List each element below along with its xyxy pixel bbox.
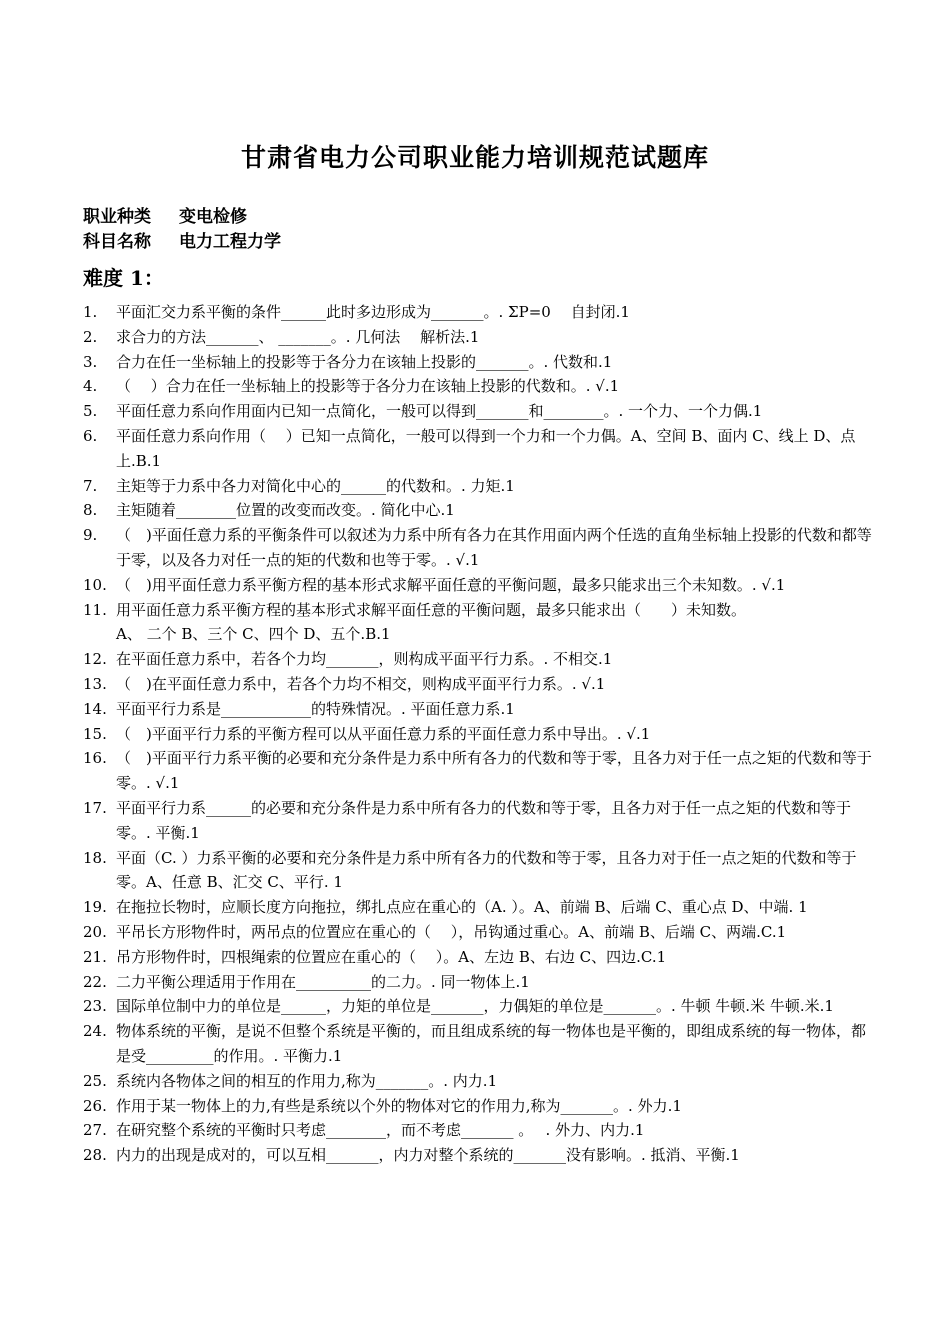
question-item [83, 498, 873, 523]
question-text: （ )平面平行力系的平衡方程可以从平面任意力系的平面任意力系中导出。. √.1 [116, 724, 651, 743]
question-item [83, 424, 873, 474]
question-text: 作用于某一物体上的力,有些是系统以个外的物体对它的作用力,称为_______。. 外力.1 [116, 1096, 682, 1115]
question-item [83, 945, 873, 970]
question-text: 在拖拉长物时，应顺长度方向拖拉，绑扎点应在重心的（A. ）。A、前端 B、后端 C、重心点 D、中端. 1 [116, 898, 808, 917]
question-item [83, 920, 873, 945]
question-item [83, 722, 873, 747]
question-item [83, 300, 873, 325]
question-text: 物体系统的平衡，是说不但整个系统是平衡的，而且组成系统的每一物体也是平衡的，即组成系统的每一物体，都是受_________的作用。. 平衡力.1 [116, 1022, 867, 1065]
question-text: 在研究整个系统的平衡时只考虑________，而不考虑_______ 。 . 外力、内力.1 [116, 1121, 645, 1140]
question-item [83, 846, 873, 896]
question-item [83, 994, 873, 1019]
question-number: 16. [83, 749, 107, 768]
question-text: 平面（C. ）力系平衡的必要和充分条件是力系中所有各力的代数和等于零，且各力对于任一点之矩的代数和等于零。A、任意 B、汇交 C、平行. 1 [116, 848, 857, 892]
question-text: （ )平面任意力系的平衡条件可以叙述为力系中所有各力在其作用面内两个任选的直角坐标轴上投影的代数和都等于零，以及各力对任一点的矩的代数和也等于零。. √.1 [116, 526, 872, 569]
question-number: 26. [83, 1096, 107, 1115]
question-text: 合力在任一坐标轴上的投影等于各分力在该轴上投影的_______。. 代数和.1 [116, 352, 613, 371]
question-text: 国际单位制中力的单位是______，力矩的单位是_______，力偶矩的单位是_______。. 牛顿 牛顿.米 牛顿.米.1 [116, 997, 834, 1016]
question-text: 用平面任意力系平衡方程的基本形式求解平面任意的平衡问题，最多只能求出（ ）未知数。 A、 二个 B、三个 C、四个 D、五个.B.1 [116, 600, 747, 644]
question-item [83, 399, 873, 424]
question-number: 11. [83, 600, 107, 619]
question-item [83, 895, 873, 920]
question-number: 4. [83, 377, 98, 396]
question-number: 20. [83, 922, 107, 941]
question-number: 7. [83, 476, 98, 495]
question-number: 13. [83, 674, 107, 693]
question-item [83, 1019, 873, 1069]
subject-line [83, 227, 281, 252]
question-number: 3. [83, 352, 98, 371]
question-number: 24. [83, 1022, 107, 1041]
question-item [83, 374, 873, 399]
job-category-label: 职业种类 [83, 207, 151, 227]
document-title: 甘肃省电力公司职业能力培训规范试题库 [240, 143, 709, 172]
question-text: （ ）合力在任一坐标轴上的投影等于各分力在该轴上投影的代数和。. √.1 [116, 377, 620, 396]
question-number: 8. [83, 501, 98, 520]
question-text: 内力的出现是成对的，可以互相_______，内力对整个系统的_______没有影响。. 抵消、平衡.1 [116, 1146, 740, 1165]
question-text: 平面任意力系向作用面内已知一点简化，一般可以得到_______和________。. 一个力、一个力偶.1 [116, 402, 763, 421]
question-number: 14. [83, 699, 107, 718]
question-item [83, 647, 873, 672]
question-number: 2. [83, 327, 98, 346]
question-item [83, 970, 873, 995]
question-number: 6. [83, 426, 98, 445]
question-number: 27. [83, 1121, 107, 1140]
question-list [83, 300, 873, 1168]
question-text: 吊方形物件时，四根绳索的位置应在重心的（ ）。A、左边 B、右边 C、四边.C.1 [116, 947, 667, 966]
question-item [83, 746, 873, 796]
question-text: 平面平行力系______的必要和充分条件是力系中所有各力的代数和等于零，且各力对于任一点之矩的代数和等于零。. 平衡.1 [116, 798, 852, 842]
question-text: 平面平行力系是____________的特殊情况。. 平面任意力系.1 [116, 699, 515, 718]
question-number: 5. [83, 402, 98, 421]
question-number: 22. [83, 972, 107, 991]
difficulty-heading: 难度 1： [83, 266, 164, 290]
question-item [83, 1094, 873, 1119]
job-category-line [83, 202, 247, 227]
question-number: 10. [83, 575, 107, 594]
question-item [83, 474, 873, 499]
question-number: 23. [83, 997, 107, 1016]
question-item [83, 350, 873, 375]
question-item [83, 1143, 873, 1168]
question-item [83, 697, 873, 722]
question-item [83, 523, 873, 573]
question-item [83, 672, 873, 697]
subject-value: 电力工程力学 [179, 232, 281, 252]
question-number: 15. [83, 724, 107, 743]
question-text: 二力平衡公理适用于作用在__________的二力。. 同一物体上.1 [116, 972, 530, 991]
question-number: 1. [83, 303, 98, 321]
question-text: 主矩随着________位置的改变而改变。. 简化中心.1 [116, 501, 455, 520]
question-text: （ )用平面任意力系平衡方程的基本形式求解平面任意的平衡问题，最多只能求出三个未知数。. √.1 [116, 575, 786, 594]
question-number: 18. [83, 848, 107, 867]
question-number: 17. [83, 798, 107, 817]
question-text: 平吊长方形物件时，两吊点的位置应在重心的（ ），吊钩通过重心。A、前端 B、后端 C、两端.C.1 [116, 922, 787, 941]
question-item [83, 796, 873, 846]
question-text: （ )平面平行力系平衡的必要和充分条件是力系中所有各力的代数和等于零，且各力对于任一点之矩的代数和等于零。. √.1 [116, 749, 872, 793]
question-text: 系统内各物体之间的相互的作用力,称为_______。. 内力.1 [116, 1071, 498, 1090]
question-text: 平面汇交力系平衡的条件______此时多边形成为_______。. ΣP=0 自封闭.1 [116, 303, 630, 321]
question-number: 19. [83, 898, 107, 917]
question-item [83, 325, 873, 350]
question-item [83, 573, 873, 598]
question-number: 28. [83, 1146, 107, 1165]
question-item [83, 1118, 873, 1143]
question-number: 21. [83, 947, 107, 966]
question-text: （ )在平面任意力系中，若各个力均不相交，则构成平面平行力系。. √.1 [116, 674, 606, 693]
question-item [83, 598, 873, 648]
question-text: 求合力的方法_______、 _______。. 几何法 解析法.1 [116, 327, 480, 346]
question-text: 平面任意力系向作用（ ）已知一点简化，一般可以得到一个力和一个力偶。A、空间 B、面内 C、线上 D、点上.B.1 [116, 426, 856, 470]
question-number: 9. [83, 526, 98, 545]
question-number: 25. [83, 1071, 107, 1090]
question-text: 主矩等于力系中各力对简化中心的______的代数和。. 力矩.1 [116, 476, 515, 495]
question-text: 在平面任意力系中，若各个力均_______，则构成平面平行力系。. 不相交.1 [116, 650, 613, 669]
question-item [83, 1069, 873, 1094]
job-category-value: 变电检修 [179, 207, 247, 227]
subject-label: 科目名称 [83, 232, 151, 252]
question-number: 12. [83, 650, 107, 669]
